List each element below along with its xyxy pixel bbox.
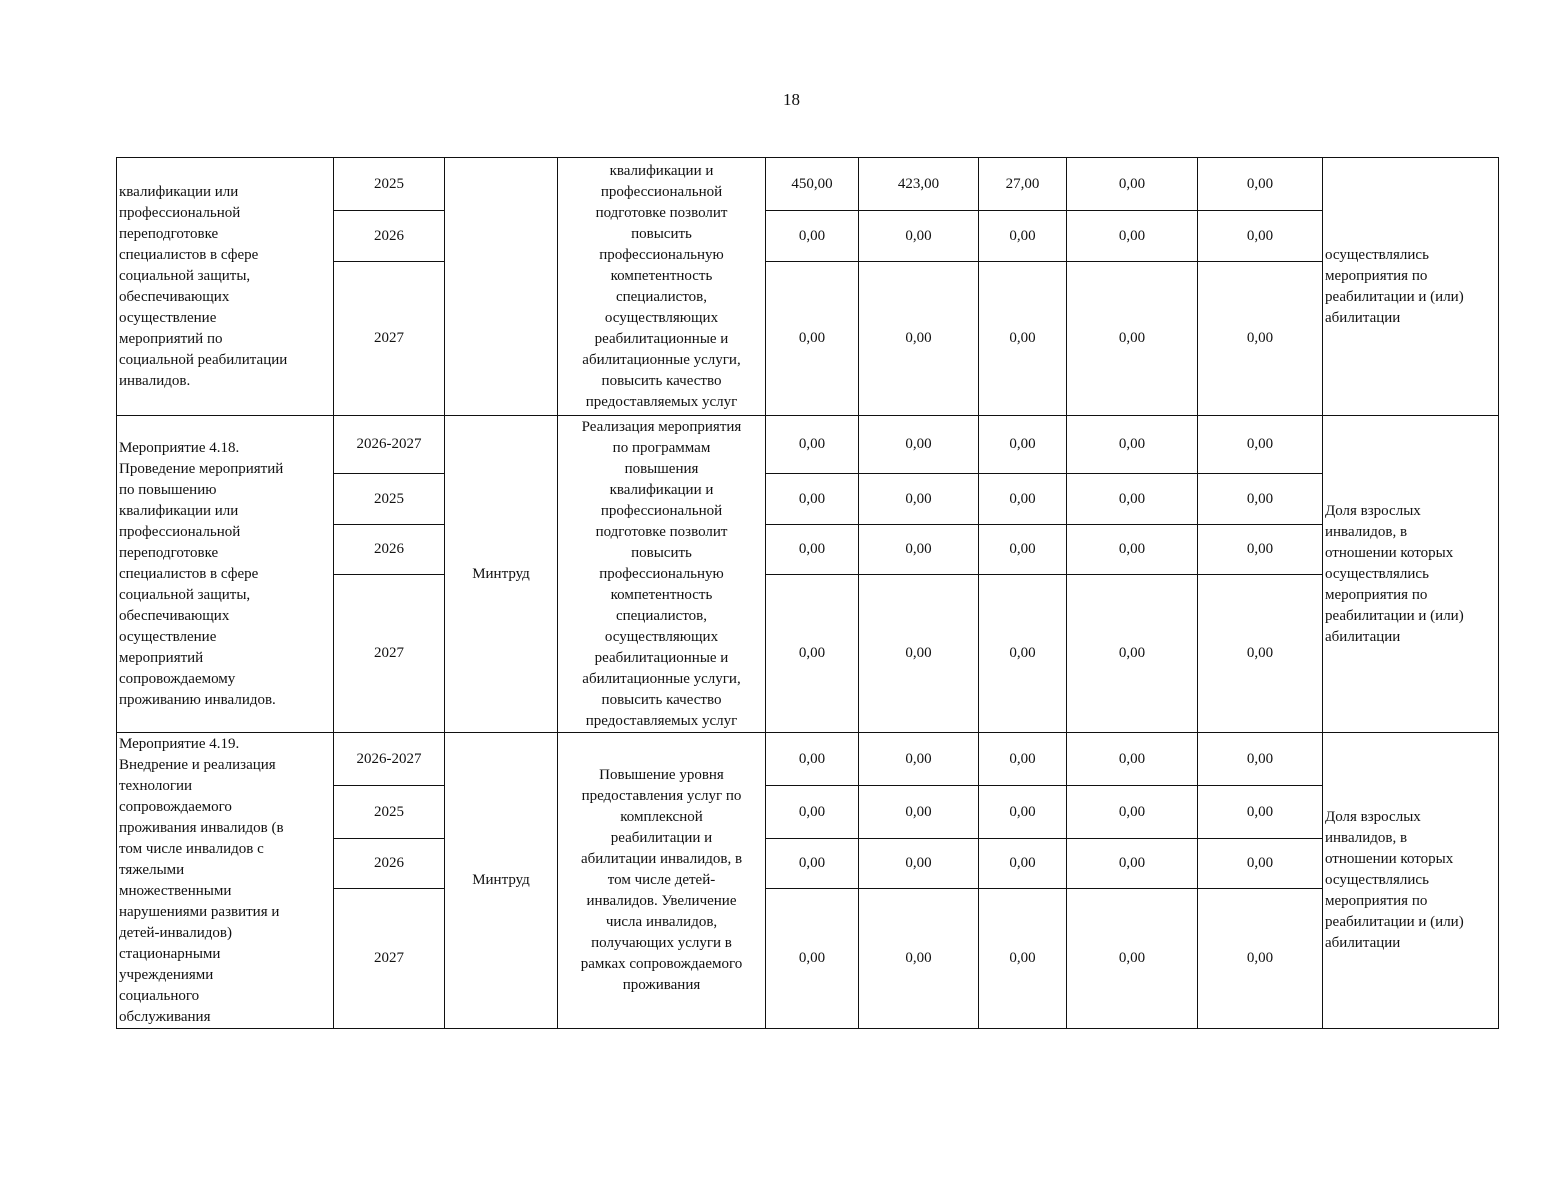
value-cell: 0,00 (766, 575, 859, 733)
action-cell-line: профессиональной (119, 204, 241, 221)
action-cell-line: осуществление (119, 309, 217, 326)
value-cell: 0,00 (979, 416, 1067, 474)
action-cell-line: квалификации или (119, 183, 239, 200)
action-cell-line: обслуживания (119, 1008, 211, 1025)
result-cell-line: повысить (631, 544, 692, 561)
result-cell-line: квалификации и (609, 162, 714, 179)
table-row (117, 733, 1499, 786)
value-cell: 0,00 (1198, 839, 1323, 889)
result-cell-line: осуществляющих (604, 628, 719, 645)
result-cell-line: профессиональной (600, 183, 723, 200)
value-cell: 0,00 (1198, 416, 1323, 474)
value-cell: 0,00 (1067, 786, 1198, 839)
value-cell: 0,00 (1067, 889, 1198, 1029)
result-cell-line: повысить качество (601, 372, 722, 389)
indicator-cell-line: инвалидов, в (1325, 523, 1408, 540)
value-cell: 0,00 (859, 474, 979, 525)
result-cell-line: профессиональную (599, 246, 724, 263)
indicator-cell-line: отношении которых (1325, 851, 1454, 867)
action-cell-line: обеспечивающих (119, 288, 230, 305)
action-cell-line: социальной защиты, (119, 267, 251, 284)
value-cell: 0,00 (1067, 211, 1198, 262)
value-cell: 0,00 (1198, 525, 1323, 575)
indicator-cell-line: реабилитации и (или) (1325, 607, 1464, 624)
value-cell: 0,00 (766, 786, 859, 839)
indicator-cell-line: отношении которых (1325, 544, 1454, 561)
result-cell-line: инвалидов. Увеличение (586, 893, 737, 909)
indicator-cell-line: Доля взрослых (1325, 809, 1421, 825)
indicator-cell-line: мероприятия по (1325, 267, 1428, 284)
value-cell: 423,00 (859, 158, 979, 211)
result-cell-line: специалистов, (615, 288, 708, 305)
result-cell-line: повысить качество (601, 691, 722, 708)
value-cell: 0,00 (979, 839, 1067, 889)
result-cell-line: осуществляющих (604, 309, 719, 326)
result-cell-line: предоставляемых услуг (585, 393, 738, 410)
result-cell-line: рамках сопровождаемого (580, 956, 743, 972)
result-cell-line: Реализация мероприятия (581, 418, 742, 435)
value-cell: 0,00 (859, 416, 979, 474)
value-cell: 0,00 (979, 474, 1067, 525)
action-cell (117, 733, 334, 1029)
executor-cell (445, 158, 558, 416)
value-cell: 0,00 (1198, 211, 1323, 262)
action-cell-line: профессиональной (119, 523, 241, 540)
indicator-cell-line: мероприятия по (1325, 586, 1428, 603)
action-cell (117, 158, 334, 416)
year-cell: 2025 (334, 786, 445, 839)
value-cell: 0,00 (1067, 525, 1198, 575)
value-cell: 0,00 (1067, 158, 1198, 211)
value-cell: 0,00 (766, 889, 859, 1029)
result-cell-line: профессиональной (600, 502, 723, 519)
value-cell: 0,00 (1067, 474, 1198, 525)
year-cell: 2027 (334, 889, 445, 1029)
indicator-cell-line: осуществлялись (1325, 565, 1429, 582)
action-cell-line: специалистов в сфере (119, 246, 259, 263)
value-cell: 0,00 (766, 839, 859, 889)
year-cell: 2026 (334, 839, 445, 889)
result-cell-line: получающих услуги в (591, 935, 732, 951)
result-cell-line: повысить (631, 225, 692, 242)
action-cell (117, 416, 334, 733)
result-cell-line: по программам (612, 439, 711, 456)
action-cell-line: обеспечивающих (119, 607, 230, 624)
value-cell: 0,00 (1198, 262, 1323, 416)
indicator-cell (1323, 733, 1499, 1029)
action-cell-line: Внедрение и реализация (119, 756, 276, 773)
value-cell: 0,00 (1067, 733, 1198, 786)
action-cell-line: том числе инвалидов с (119, 840, 264, 857)
value-cell: 450,00 (766, 158, 859, 211)
value-cell: 0,00 (766, 211, 859, 262)
indicator-cell-line: реабилитации и (или) (1325, 288, 1464, 305)
indicator-cell (1323, 158, 1499, 416)
action-cell-line: проживания инвалидов (в (119, 819, 284, 836)
value-cell: 0,00 (1198, 733, 1323, 786)
action-cell-line: учреждениями (119, 966, 214, 983)
indicator-cell-line: реабилитации и (или) (1325, 914, 1464, 930)
page-number: 18 (783, 90, 800, 109)
result-cell-line: квалификации и (609, 481, 714, 498)
action-cell-line: социального (119, 987, 200, 1004)
table-row (117, 158, 1499, 211)
value-cell: 0,00 (859, 575, 979, 733)
value-cell: 0,00 (859, 839, 979, 889)
value-cell: 0,00 (766, 262, 859, 416)
value-cell: 0,00 (766, 733, 859, 786)
action-cell-line: детей-инвалидов) (119, 924, 232, 941)
year-cell: 2026-2027 (334, 416, 445, 474)
action-cell-line: социальной реабилитации (119, 351, 288, 368)
year-cell: 2026 (334, 211, 445, 262)
value-cell: 0,00 (859, 211, 979, 262)
action-cell-line: мероприятий (119, 649, 204, 666)
value-cell: 0,00 (979, 889, 1067, 1029)
action-cell-line: Мероприятие 4.18. (119, 439, 240, 456)
executor-cell: Минтруд (445, 416, 558, 733)
value-cell: 0,00 (979, 575, 1067, 733)
value-cell: 0,00 (1067, 839, 1198, 889)
result-cell-line: компетентность (610, 267, 713, 284)
executor-cell: Минтруд (445, 733, 558, 1029)
result-cell-line: реабилитационные и (594, 649, 729, 666)
measures-table (116, 157, 1499, 1029)
value-cell: 0,00 (979, 211, 1067, 262)
result-cell-line: числа инвалидов, (605, 914, 718, 930)
action-cell-line: Мероприятие 4.19. (119, 735, 240, 752)
value-cell: 0,00 (766, 525, 859, 575)
result-cell-line: компетентность (610, 586, 713, 603)
action-cell-line: квалификации или (119, 502, 239, 519)
value-cell: 0,00 (979, 733, 1067, 786)
value-cell: 0,00 (859, 889, 979, 1029)
value-cell: 0,00 (766, 416, 859, 474)
value-cell: 0,00 (1067, 262, 1198, 416)
result-cell-line: Повышение уровня (599, 767, 724, 783)
value-cell: 27,00 (979, 158, 1067, 211)
result-cell-line: профессиональную (599, 565, 724, 582)
value-cell: 0,00 (1198, 474, 1323, 525)
value-cell: 0,00 (979, 786, 1067, 839)
action-cell-line: специалистов в сфере (119, 565, 259, 582)
value-cell: 0,00 (1198, 575, 1323, 733)
year-cell: 2027 (334, 575, 445, 733)
action-cell-line: технологии (119, 777, 193, 794)
result-cell-line: реабилитации и (610, 830, 713, 846)
value-cell: 0,00 (979, 525, 1067, 575)
result-cell-line: абилитационные услуги, (582, 670, 741, 687)
indicator-cell-line: абилитации (1325, 628, 1401, 645)
action-cell-line: множественными (119, 882, 232, 899)
year-cell: 2025 (334, 158, 445, 211)
result-cell-line: подготовке позволит (595, 204, 728, 221)
value-cell: 0,00 (1067, 416, 1198, 474)
year-cell: 2026-2027 (334, 733, 445, 786)
result-cell-line: подготовке позволит (595, 523, 728, 540)
action-cell-line: инвалидов. (119, 372, 191, 389)
year-cell: 2025 (334, 474, 445, 525)
result-cell (558, 733, 766, 1029)
indicator-cell-line: мероприятия по (1325, 893, 1428, 909)
value-cell: 0,00 (1198, 889, 1323, 1029)
result-cell-line: специалистов, (615, 607, 708, 624)
result-cell-line: том числе детей- (607, 872, 716, 888)
table-body (117, 158, 1499, 1029)
result-cell (558, 158, 766, 416)
value-cell: 0,00 (859, 733, 979, 786)
indicator-cell (1323, 416, 1499, 733)
action-cell-line: тяжелыми (119, 861, 185, 878)
result-cell-line: абилитации инвалидов, в (580, 851, 743, 867)
action-cell-line: осуществление (119, 628, 217, 645)
action-cell-line: Проведение мероприятий (119, 460, 284, 477)
value-cell: 0,00 (859, 786, 979, 839)
result-cell (558, 416, 766, 733)
action-cell-line: проживанию инвалидов. (119, 691, 276, 708)
action-cell-line: социальной защиты, (119, 586, 251, 603)
value-cell: 0,00 (859, 262, 979, 416)
result-cell-line: проживания (622, 977, 701, 993)
indicator-cell-line: осуществлялись (1325, 872, 1429, 888)
value-cell: 0,00 (979, 262, 1067, 416)
indicator-cell-line: инвалидов, в (1325, 830, 1408, 846)
value-cell: 0,00 (766, 474, 859, 525)
indicator-cell-line: абилитации (1325, 935, 1401, 951)
result-cell-line: предоставляемых услуг (585, 712, 738, 729)
year-cell: 2027 (334, 262, 445, 416)
action-cell-line: мероприятий по (119, 330, 223, 347)
indicator-cell-line: осуществлялись (1325, 246, 1429, 263)
action-cell-line: переподготовке (119, 544, 219, 561)
action-cell-line: переподготовке (119, 225, 219, 242)
value-cell: 0,00 (1198, 158, 1323, 211)
result-cell-line: комплексной (620, 809, 703, 825)
table-row (117, 416, 1499, 474)
action-cell-line: сопровождаемого (119, 798, 232, 815)
action-cell-line: по повышению (119, 481, 217, 498)
value-cell: 0,00 (1198, 786, 1323, 839)
result-cell-line: предоставления услуг по (581, 788, 742, 804)
value-cell: 0,00 (1067, 575, 1198, 733)
result-cell-line: повышения (624, 460, 699, 477)
action-cell-line: нарушениями развития и (119, 903, 280, 920)
action-cell-line: стационарными (119, 945, 221, 962)
action-cell-line: сопровождаемому (119, 670, 236, 687)
value-cell: 0,00 (859, 525, 979, 575)
result-cell-line: абилитационные услуги, (582, 351, 741, 368)
result-cell-line: реабилитационные и (594, 330, 729, 347)
indicator-cell-line: Доля взрослых (1325, 502, 1421, 519)
year-cell: 2026 (334, 525, 445, 575)
indicator-cell-line: абилитации (1325, 309, 1401, 326)
